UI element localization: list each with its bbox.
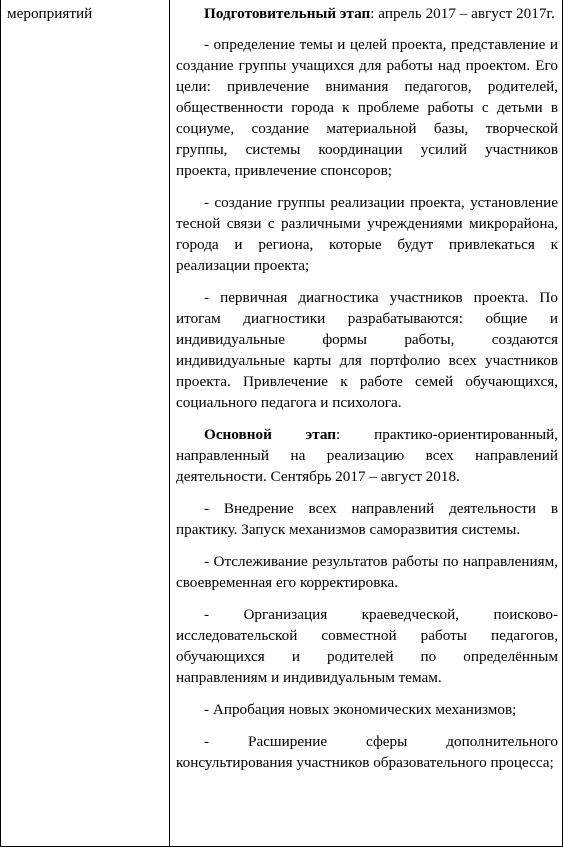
main-stage-label: Основной этап <box>204 426 337 443</box>
column-divider <box>169 0 170 846</box>
left-cell-text: мероприятий <box>7 5 93 22</box>
paragraph-implementation-group: - создание группы реализации проекта, установление тесной связи с различными учреждениями микрорайона, города и региона, которые будут привлекаться к реализации проекта; <box>176 194 558 274</box>
paragraph-consulting-expansion: - Расширение сферы дополнительного консультирования участников образовательного процесса; <box>176 733 558 771</box>
preparatory-stage-dates: : апрель 2017 – август 2017г. <box>370 5 555 22</box>
paragraph-economic-mechanisms: - Апробация новых экономических механизмов; <box>204 701 517 718</box>
paragraph-initial-diagnostics: - первичная диагностика участников проекта. По итогам диагностики разрабатываются: общие и индивидуальные формы работы, создаются индивидуальные карты для портфолио всех участников проекта. Привлечение к работе семей обучающихся, социального педагога и психолога. <box>176 289 558 411</box>
paragraph-topic-definition: - определение темы и целей проекта, представление и создание группы учащихся для работы над проектом. Его цели: привлечение внимания педагогов, родителей, общественности города к проблеме работы с детьми в социуме, создание материальной базы, творческой группы, системы координации усилий участников проекта, привлечение спонсоров; <box>176 36 558 179</box>
preparatory-stage-label: Подготовительный этап <box>204 5 371 22</box>
paragraph-local-history-work: - Организация краеведческой, поисково-исследовательской совместной работы педагогов, обучающихся и родителей по определённым направлениям и индивидуальным темам. <box>176 606 558 686</box>
main-stage-heading <box>176 424 558 487</box>
right-column-cell <box>176 3 558 784</box>
preparatory-stage-heading <box>176 3 558 24</box>
paragraph-implementation: - Внедрение всех направлений деятельности в практику. Запуск механизмов саморазвития системы. <box>176 500 558 538</box>
left-column-cell <box>7 3 165 24</box>
main-stage-description: : практико-ориентированный, направленный на реализацию всех направлений деятельности. Сентябрь 2017 – август 2018. <box>176 426 558 485</box>
paragraph-monitoring: - Отслеживание результатов работы по направлениям, своевременная его корректировка. <box>176 553 558 591</box>
